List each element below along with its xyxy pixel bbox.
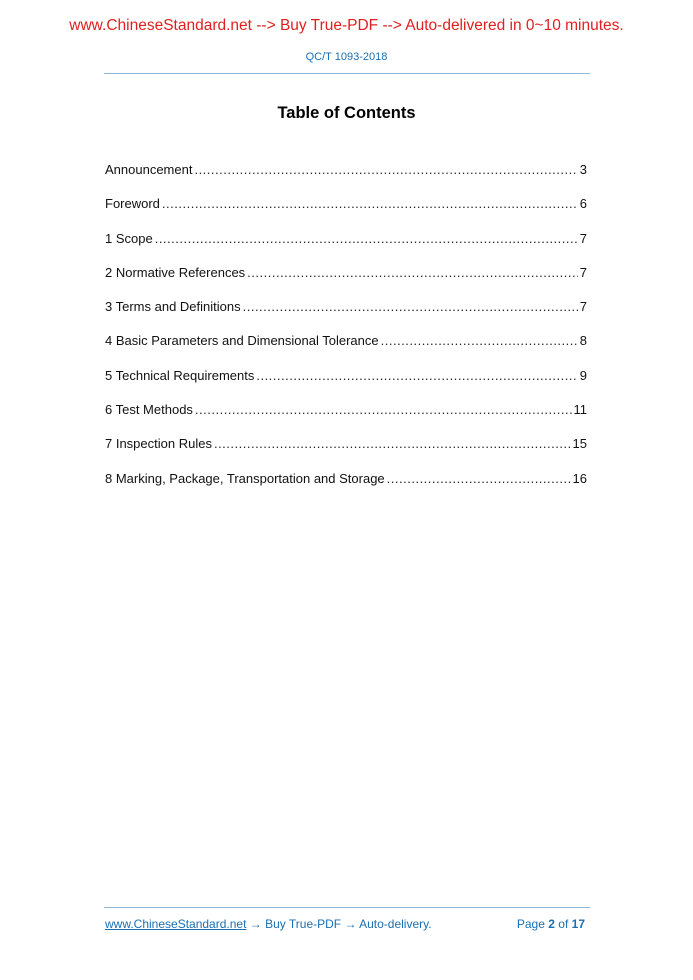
toc-entry-page: 11	[573, 402, 587, 418]
toc-entry-page: 7	[579, 264, 587, 280]
promo-banner[interactable]: www.ChineseStandard.net --> Buy True-PDF --> Auto-delivered in 0~10 minutes.	[69, 17, 624, 34]
toc-list	[105, 162, 587, 505]
footer-divider	[104, 907, 590, 908]
header-divider	[104, 73, 590, 74]
toc-entry-label: 5 Technical Requirements	[105, 367, 255, 383]
toc-leader-dots	[162, 196, 578, 211]
page-indicator	[517, 917, 585, 931]
toc-entry-page: 7	[579, 230, 587, 246]
toc-entry-page: 7	[579, 299, 587, 315]
total-pages-number: 17	[571, 917, 585, 931]
toc-leader-dots	[195, 402, 572, 417]
toc-entry-inspection-rules[interactable]	[105, 436, 587, 470]
page-footer	[105, 917, 585, 931]
toc-entry-label: 7 Inspection Rules	[105, 436, 212, 452]
toc-entry-label: 4 Basic Parameters and Dimensional Tolerance	[105, 333, 379, 349]
toc-entry-page: 9	[579, 367, 587, 383]
current-page-number: 2	[548, 917, 555, 931]
toc-title: Table of Contents	[277, 104, 416, 122]
toc-entry-marking-package[interactable]	[105, 471, 587, 505]
toc-entry-page: 16	[572, 470, 587, 486]
toc-entry-label: 1 Scope	[105, 230, 153, 246]
toc-entry-terms-definitions[interactable]	[105, 299, 587, 333]
toc-entry-label: Foreword	[105, 196, 160, 212]
toc-leader-dots	[381, 333, 578, 348]
toc-entry-label: 6 Test Methods	[105, 402, 193, 418]
toc-entry-technical-requirements[interactable]	[105, 368, 587, 402]
toc-entry-normative-references[interactable]	[105, 265, 587, 299]
toc-entry-page: 8	[579, 333, 587, 349]
toc-entry-page: 6	[579, 196, 587, 212]
footer-promo-text: → Buy True-PDF → Auto-delivery.	[246, 917, 432, 931]
toc-leader-dots	[214, 436, 571, 451]
toc-leader-dots	[243, 299, 578, 314]
standard-code-header: QC/T 1093-2018	[305, 51, 388, 63]
toc-entry-label: Announcement	[105, 162, 193, 177]
toc-entry-announcement[interactable]	[105, 162, 587, 196]
toc-entry-foreword[interactable]	[105, 196, 587, 230]
toc-leader-dots	[194, 162, 577, 177]
toc-entry-label: 2 Normative References	[105, 264, 246, 280]
toc-entry-basic-parameters[interactable]	[105, 333, 587, 367]
toc-entry-label: 3 Terms and Definitions	[105, 299, 241, 315]
toc-leader-dots	[155, 231, 578, 246]
toc-entry-page: 15	[572, 436, 587, 452]
toc-entry-scope[interactable]	[105, 231, 587, 265]
toc-leader-dots	[256, 368, 577, 383]
toc-leader-dots	[247, 265, 578, 280]
toc-entry-test-methods[interactable]	[105, 402, 587, 436]
toc-entry-label: 8 Marking, Package, Transportation and Storage	[105, 470, 385, 486]
footer-website-link[interactable]: www.ChineseStandard.net	[105, 917, 247, 931]
page-word: Page	[516, 917, 545, 931]
toc-entry-page: 3	[579, 162, 587, 177]
of-word: of	[558, 917, 569, 931]
toc-leader-dots	[387, 471, 571, 486]
